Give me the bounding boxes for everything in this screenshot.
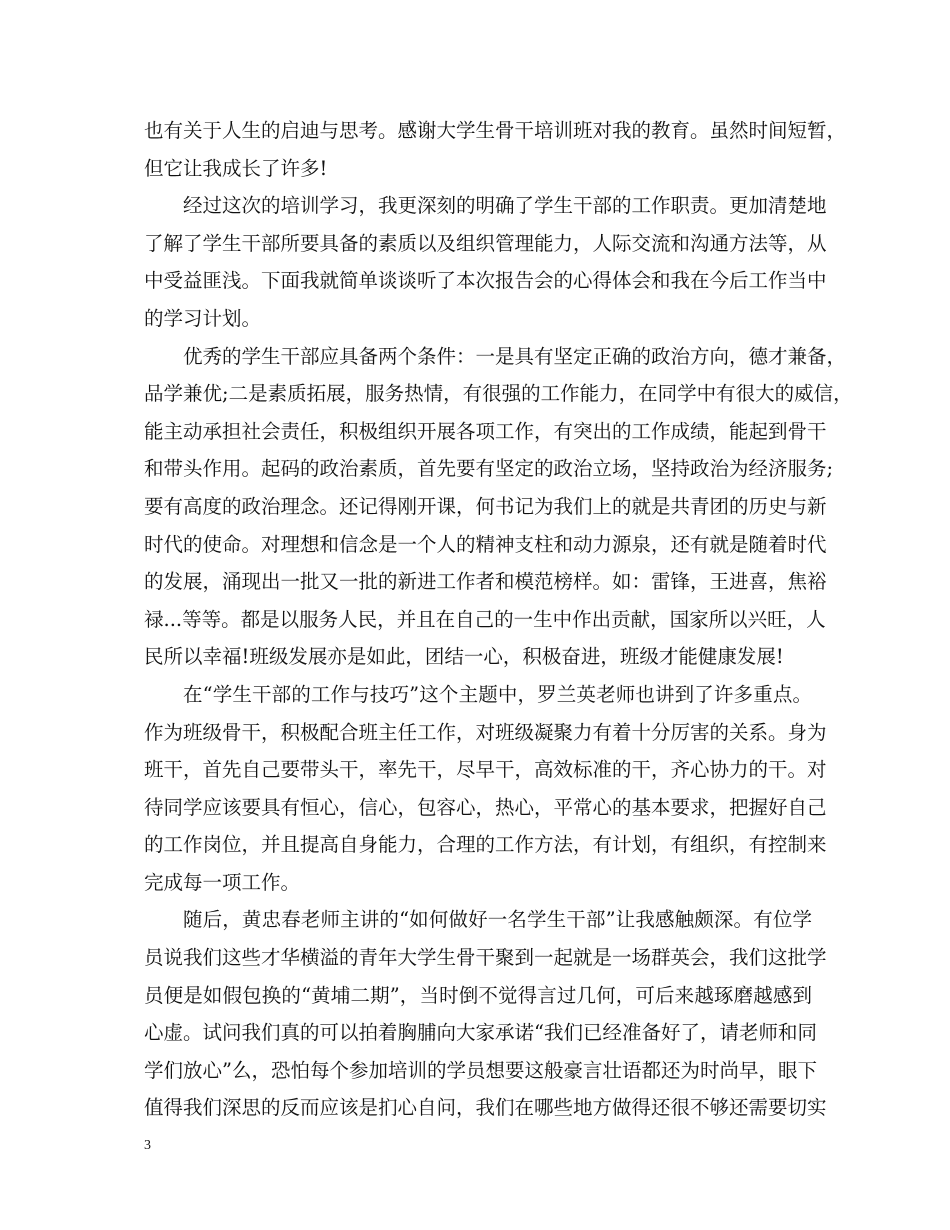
text-line: 时代的使命。对理想和信念是一个人的精神支柱和动力源泉，还有就是随着时代 bbox=[144, 532, 827, 556]
text-line: 要有高度的政治理念。还记得刚开课，何书记为我们上的就是共青团的历史与新 bbox=[144, 494, 827, 518]
text-line: 优秀的学生干部应具备两个条件：一是具有坚定正确的政治方向，德才兼备， bbox=[183, 344, 847, 368]
text-line: 能主动承担社会责任，积极组织开展各项工作，有突出的工作成绩，能起到骨干 bbox=[144, 419, 827, 443]
page-number: 3 bbox=[144, 1138, 151, 1153]
text-line: 也有关于人生的启迪与思考。感谢大学生骨干培训班对我的教育。虽然时间短暂， bbox=[144, 119, 847, 142]
body-text bbox=[144, 112, 853, 1127]
text-line: 民所以幸福!班级发展亦是如此，团结一心，积极奋进，班级才能健康发展! bbox=[144, 645, 784, 669]
text-line: 作为班级骨干，积极配合班主任工作，对班级凝聚力有着十分厉害的关系。身为 bbox=[144, 720, 827, 744]
text-line: 的工作岗位，并且提高自身能力，合理的工作方法，有计划，有组织，有控制来 bbox=[144, 833, 827, 857]
text-line: 品学兼优;二是素质拓展，服务热情，有很强的工作能力，在同学中有很大的威信， bbox=[144, 382, 853, 406]
text-line: 但它让我成长了许多! bbox=[144, 156, 328, 180]
text-line: 随后，黄忠春老师主讲的“如何做好一名学生干部”让我感触颇深。有位学 bbox=[183, 908, 812, 932]
text-line: 员便是如假包换的“黄埔二期”，当时倒不觉得言过几何，可后来越琢磨越感到 bbox=[144, 983, 812, 1007]
text-line: 禄...等等。都是以服务人民，并且在自己的一生中作出贡献，国家所以兴旺，人 bbox=[144, 607, 826, 631]
text-line: 班干，首先自己要带头干，率先干，尽早干，高效标准的干，齐心协力的干。对 bbox=[144, 758, 827, 782]
text-line: 中受益匪浅。下面我就简单谈谈听了本次报告会的心得体会和我在今后工作当中 bbox=[144, 269, 827, 293]
text-line: 的学习计划。 bbox=[144, 306, 262, 330]
text-line: 经过这次的培训学习，我更深刻的明确了学生干部的工作职责。更加清楚地 bbox=[183, 194, 827, 218]
text-line: 学们放心”么，恐怕每个参加培训的学员想要这般豪言壮语都还为时尚早，眼下 bbox=[144, 1058, 817, 1082]
text-line: 员说我们这些才华横溢的青年大学生骨干聚到一起就是一场群英会，我们这批学 bbox=[144, 946, 827, 970]
text-line: 值得我们深思的反而应该是扪心自问，我们在哪些地方做得还很不够还需要切实 bbox=[144, 1096, 827, 1120]
text-line: 和带头作用。起码的政治素质，首先要有坚定的政治立场，坚持政治为经济服务; bbox=[144, 457, 834, 481]
text-line: 了解了学生干部所要具备的素质以及组织管理能力，人际交流和沟通方法等，从 bbox=[144, 231, 827, 255]
text-line: 在“学生干部的工作与技巧”这个主题中，罗兰英老师也讲到了许多重点。 bbox=[183, 682, 812, 706]
text-line: 心虚。试问我们真的可以拍着胸脯向大家承诺“我们已经准备好了，请老师和同 bbox=[144, 1021, 817, 1045]
text-line: 待同学应该要具有恒心，信心，包容心，热心，平常心的基本要求，把握好自己 bbox=[144, 795, 827, 819]
text-line: 的发展，涌现出一批又一批的新进工作者和模范榜样。如：雷锋，王进喜，焦裕 bbox=[144, 570, 827, 594]
text-line: 完成每一项工作。 bbox=[144, 870, 301, 894]
